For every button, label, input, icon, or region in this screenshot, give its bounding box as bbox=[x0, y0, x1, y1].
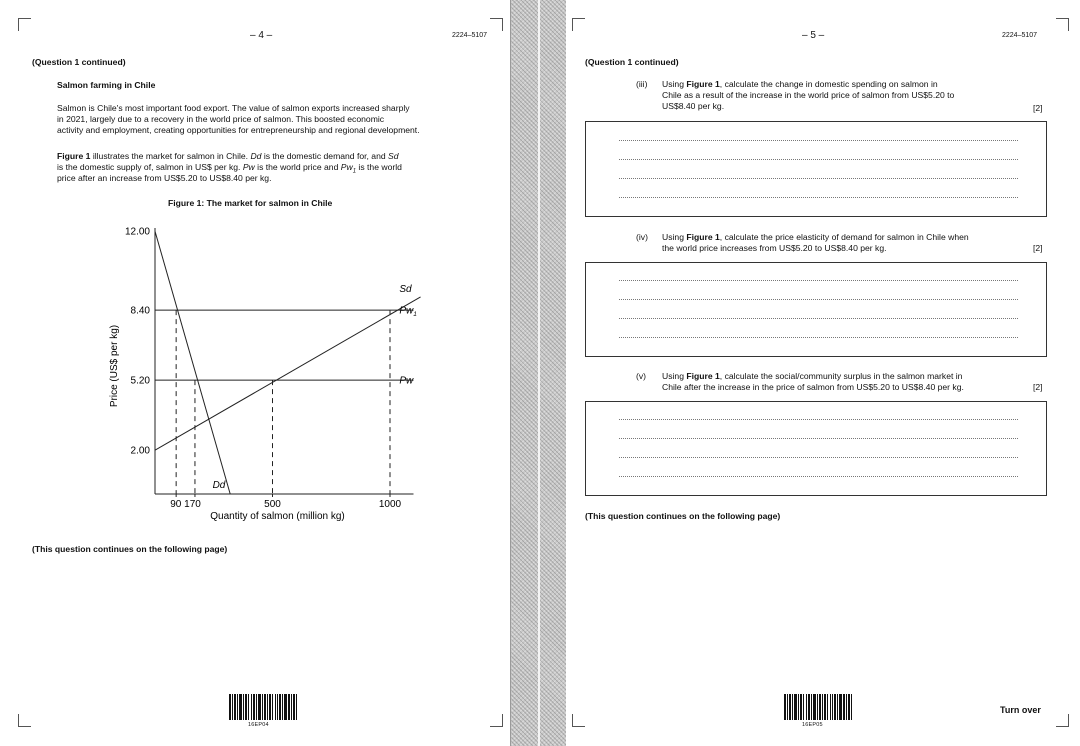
marks-iii: [2] bbox=[1033, 103, 1043, 113]
y-tick-label: 5.20 bbox=[130, 375, 150, 387]
crop-mark-bottom-left bbox=[572, 714, 585, 727]
figure-ref: Figure 1 bbox=[686, 232, 720, 242]
crop-mark-top-left bbox=[18, 18, 31, 31]
figure-ref: Figure 1 bbox=[686, 79, 720, 89]
intro-line-2: in 2021, largely due to a recovery in the world price of salmon. This boosted economic bbox=[57, 114, 385, 124]
answer-box-iii[interactable] bbox=[585, 121, 1047, 217]
pw-term: Pw bbox=[242, 162, 255, 172]
answer-line bbox=[619, 438, 1018, 439]
crop-mark-bottom-right bbox=[1056, 714, 1069, 727]
sd-term: Sd bbox=[388, 151, 399, 161]
q-text: Using bbox=[662, 232, 687, 242]
page-number: – 5 – bbox=[802, 30, 825, 41]
series-label-dd: Dd bbox=[212, 480, 226, 491]
continued-label: (Question 1 continued) bbox=[32, 57, 126, 67]
barcode bbox=[229, 694, 297, 720]
series-line-dd bbox=[155, 231, 230, 494]
x-tick-label: 90 170 bbox=[170, 499, 201, 510]
q-text: , calculate the social/community surplus in the salmon market in bbox=[719, 371, 963, 381]
series-label-pw1: $Pw_1$ bbox=[399, 305, 417, 319]
x-tick-label: 500 bbox=[264, 499, 281, 510]
question-number-iv: (iv) bbox=[636, 232, 648, 242]
answer-line bbox=[619, 457, 1018, 458]
left-page bbox=[0, 0, 510, 746]
figure-ref: Figure 1 bbox=[57, 151, 91, 161]
y-axis-label: Price (US$ per kg) bbox=[109, 324, 120, 408]
answer-line bbox=[619, 178, 1018, 179]
answer-line bbox=[619, 299, 1018, 300]
answer-line bbox=[619, 419, 1018, 420]
x-axis-label: Quantity of salmon (million kg) bbox=[210, 511, 345, 522]
q-text: , calculate the price elasticity of demand for salmon in Chile when bbox=[719, 232, 969, 242]
series-label-sd: Sd bbox=[399, 284, 412, 296]
dd-term: Dd bbox=[250, 151, 262, 161]
answer-line bbox=[619, 159, 1018, 160]
question-v-line-1 bbox=[662, 371, 962, 382]
barcode-text: 16EP05 bbox=[802, 722, 823, 728]
barcode-text: 16EP04 bbox=[248, 722, 269, 728]
crop-mark-top-left bbox=[572, 18, 585, 31]
crop-mark-top-right bbox=[1056, 18, 1069, 31]
q-text: Using bbox=[662, 371, 687, 381]
section-title: Salmon farming in Chile bbox=[57, 80, 156, 90]
question-iii-line-2: Chile as a result of the increase in the world price of salmon from US$5.20 to bbox=[662, 90, 955, 100]
question-iv-line-1 bbox=[662, 232, 969, 243]
turn-over-label: Turn over bbox=[1000, 705, 1041, 715]
figure-title: Figure 1: The market for salmon in Chile bbox=[168, 198, 333, 208]
y-tick-label: 8.40 bbox=[130, 305, 150, 317]
answer-box-v[interactable] bbox=[585, 401, 1047, 496]
question-number-v: (v) bbox=[636, 371, 647, 381]
crop-mark-top-right bbox=[490, 18, 503, 31]
pw1-term: Pw bbox=[340, 162, 353, 172]
answer-line bbox=[619, 280, 1018, 281]
fig-text: illustrates the market for salmon in Chile. bbox=[90, 151, 251, 161]
continues-note: (This question continues on the following page) bbox=[32, 544, 228, 554]
fig-text: is the world price and bbox=[254, 162, 341, 172]
series-label-pw: Pw bbox=[399, 375, 414, 387]
crop-mark-bottom-left bbox=[18, 714, 31, 727]
question-number-iii: (iii) bbox=[636, 79, 648, 89]
fig-text: is the domestic supply of, salmon in US$ per kg. bbox=[57, 162, 243, 172]
marks-iv: [2] bbox=[1033, 243, 1043, 253]
continued-label: (Question 1 continued) bbox=[585, 57, 679, 67]
figure-paragraph-line-3: price after an increase from US$5.20 to US$8.40 per kg. bbox=[57, 173, 272, 183]
y-tick-label: 2.00 bbox=[130, 445, 150, 457]
y-tick-label: 12.00 bbox=[124, 226, 150, 238]
answer-box-iv[interactable] bbox=[585, 262, 1047, 357]
answer-line bbox=[619, 337, 1018, 338]
answer-line bbox=[619, 140, 1018, 141]
crop-mark-bottom-right bbox=[490, 714, 503, 727]
page-number: – 4 – bbox=[250, 30, 273, 41]
pw1-subscript: 1 bbox=[352, 168, 357, 175]
intro-line-1: Salmon is Chile's most important food export. The value of salmon exports increased sharply bbox=[57, 103, 410, 113]
question-v-line-2: Chile after the increase in the price of salmon from US$5.20 to US$8.40 per kg. bbox=[662, 382, 964, 392]
fig-text: is the domestic demand for, and bbox=[261, 151, 389, 161]
question-iv-line-2: the world price increases from US$5.20 to US$8.40 per kg. bbox=[662, 243, 887, 253]
barcode bbox=[784, 694, 852, 720]
q-text: , calculate the change in domestic spending on salmon in bbox=[719, 79, 938, 89]
figure-ref: Figure 1 bbox=[686, 371, 720, 381]
x-tick-label: 1000 bbox=[378, 499, 402, 510]
paper-code: 2224–5107 bbox=[1002, 32, 1038, 39]
marks-v: [2] bbox=[1033, 382, 1043, 392]
figure-paragraph-line-1 bbox=[57, 151, 399, 162]
question-iii-line-3: US$8.40 per kg. bbox=[662, 101, 725, 111]
salmon-market-chart bbox=[100, 218, 480, 528]
question-iii-line-1 bbox=[662, 79, 938, 90]
answer-line bbox=[619, 318, 1018, 319]
paper-code: 2224–5107 bbox=[452, 32, 488, 39]
page-gutter bbox=[510, 0, 568, 746]
fig-text: is the world bbox=[356, 162, 402, 172]
intro-line-3: activity and employment, creating opportunities for entrepreneurship and regional development. bbox=[57, 125, 420, 135]
right-page bbox=[566, 0, 1080, 746]
continues-note: (This question continues on the following page) bbox=[585, 511, 781, 521]
answer-line bbox=[619, 476, 1018, 477]
q-text: Using bbox=[662, 79, 687, 89]
answer-line bbox=[619, 197, 1018, 198]
